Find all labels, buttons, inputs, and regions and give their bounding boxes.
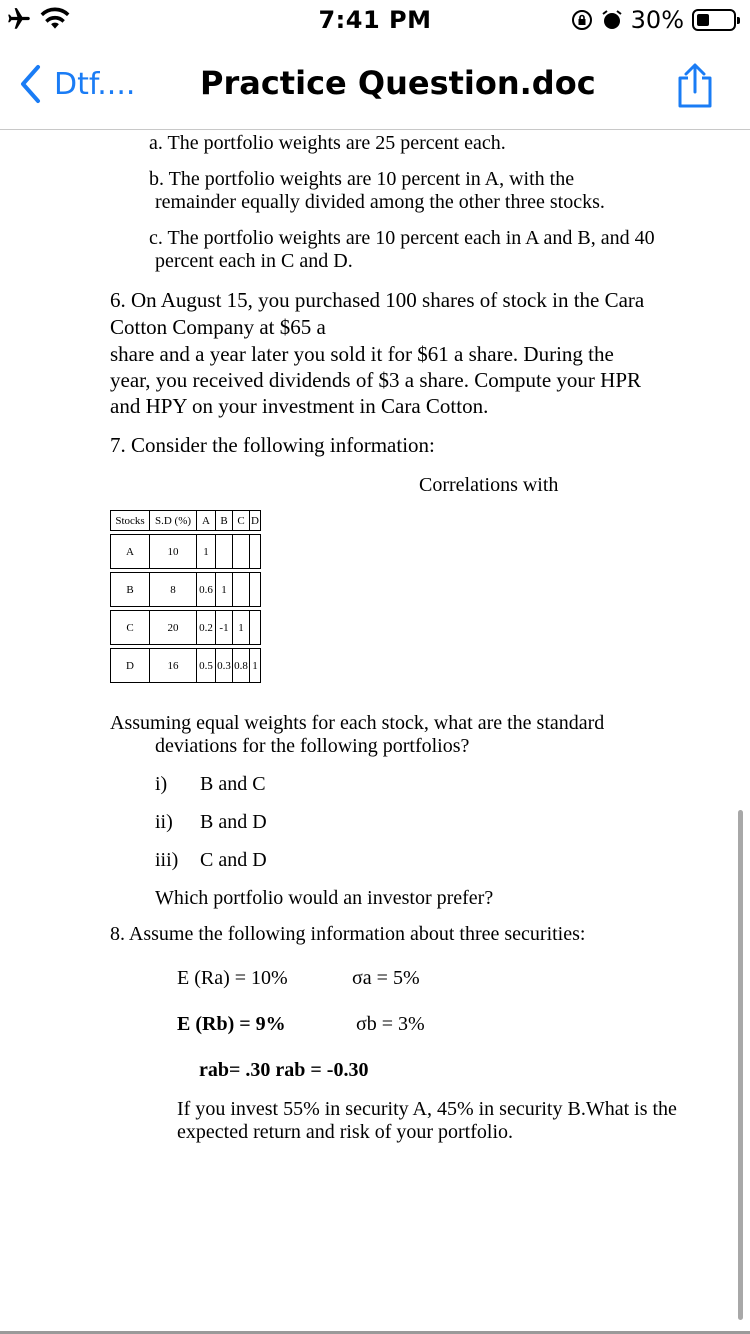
table-cell: 20 <box>150 611 197 645</box>
expected-return-b: E (Rb) = 9% <box>177 1013 286 1035</box>
q7-prefer: Which portfolio would an investor prefer? <box>155 887 494 909</box>
document-content <box>0 130 750 1334</box>
q8-heading: 8. Assume the following information about three securities: <box>110 923 586 945</box>
table-cell: 1 <box>250 649 261 683</box>
alarm-icon <box>601 9 623 31</box>
table-cell: 1 <box>233 611 250 645</box>
table-header-cell: C <box>233 511 250 531</box>
q6-line1: 6. On August 15, you purchased 100 shares of stock in the Cara <box>110 288 645 312</box>
table-cell <box>233 535 250 569</box>
q7-assume-line2: deviations for the following portfolios? <box>155 735 470 757</box>
table-cell: 0.6 <box>197 573 216 607</box>
table-cell <box>233 573 250 607</box>
status-bar <box>0 0 750 40</box>
share-icon <box>674 62 716 110</box>
option-ii-number: ii) <box>155 811 173 833</box>
option-iii-number: iii) <box>155 849 179 871</box>
option-iii-text: C and D <box>200 849 267 871</box>
table-header-row <box>111 511 261 531</box>
q8-invest-line1: If you invest 55% in security A, 45% in security B.What is the <box>177 1098 677 1120</box>
correlations-heading: Correlations with <box>419 474 559 496</box>
table-header-cell: S.D (%) <box>150 511 197 531</box>
table-cell: 1 <box>197 535 216 569</box>
navigation-bar <box>0 40 750 130</box>
expected-return-a: E (Ra) = 10% <box>177 967 288 989</box>
q5-option-b-line2: remainder equally divided among the other three stocks. <box>155 191 605 213</box>
table-cell: C <box>111 611 150 645</box>
table-cell: 0.2 <box>197 611 216 645</box>
status-time: 7:41 PM <box>318 6 432 34</box>
table-cell: A <box>111 535 150 569</box>
table-cell: 10 <box>150 535 197 569</box>
table-row <box>111 573 261 607</box>
q5-option-a: a. The portfolio weights are 25 percent each. <box>149 132 506 154</box>
table-cell: 1 <box>216 573 233 607</box>
orientation-lock-icon <box>571 9 593 31</box>
table-cell: 8 <box>150 573 197 607</box>
back-label: Dtf.... <box>54 66 136 102</box>
table-header-cell: D <box>250 511 261 531</box>
table-cell: 0.8 <box>233 649 250 683</box>
vertical-scrollbar[interactable] <box>738 810 743 1320</box>
q6-line3: share and a year later you sold it for $61 a share. During the <box>110 342 614 366</box>
table-row <box>111 649 261 683</box>
q5-option-c-line2: percent each in C and D. <box>155 250 353 272</box>
table-cell <box>250 611 261 645</box>
battery-percent: 30% <box>630 6 684 34</box>
q5-option-c-line1: c. The portfolio weights are 10 percent each in A and B, and 40 <box>149 227 655 249</box>
q7-assume-line1: Assuming equal weights for each stock, what are the standard <box>110 712 605 734</box>
correlation-table <box>110 510 261 683</box>
table-row <box>111 611 261 645</box>
table-cell: 0.3 <box>216 649 233 683</box>
status-right <box>571 6 736 34</box>
table-cell: D <box>111 649 150 683</box>
share-button[interactable] <box>674 62 716 115</box>
document-title: Practice Question.doc <box>200 64 596 102</box>
q6-line5: and HPY on your investment in Cara Cotton. <box>110 394 489 418</box>
sigma-a: σa = 5% <box>352 967 420 989</box>
table-cell: B <box>111 573 150 607</box>
table-cell <box>250 573 261 607</box>
table-row <box>111 535 261 569</box>
battery-icon <box>692 9 736 31</box>
back-button[interactable] <box>18 64 135 104</box>
q6-line2: Cotton Company at $65 a <box>110 315 326 339</box>
table-cell: -1 <box>216 611 233 645</box>
option-ii-text: B and D <box>200 811 267 833</box>
table-cell <box>250 535 261 569</box>
table-cell <box>216 535 233 569</box>
correlation-rab: rab= .30 rab = -0.30 <box>199 1059 369 1081</box>
table-cell: 0.5 <box>197 649 216 683</box>
q5-option-b-line1: b. The portfolio weights are 10 percent in A, with the <box>149 168 575 190</box>
table-header-cell: A <box>197 511 216 531</box>
sigma-b: σb = 3% <box>356 1013 425 1035</box>
table-header-cell: Stocks <box>111 511 150 531</box>
q7-heading: 7. Consider the following information: <box>110 433 435 457</box>
q6-line4: year, you received dividends of $3 a share. Compute your HPR <box>110 368 642 392</box>
q8-invest-line2: expected return and risk of your portfolio. <box>177 1121 514 1143</box>
option-i-text: B and C <box>200 773 266 795</box>
chevron-left-icon <box>18 64 42 104</box>
table-header-cell: B <box>216 511 233 531</box>
table-cell: 16 <box>150 649 197 683</box>
option-i-number: i) <box>155 773 168 795</box>
